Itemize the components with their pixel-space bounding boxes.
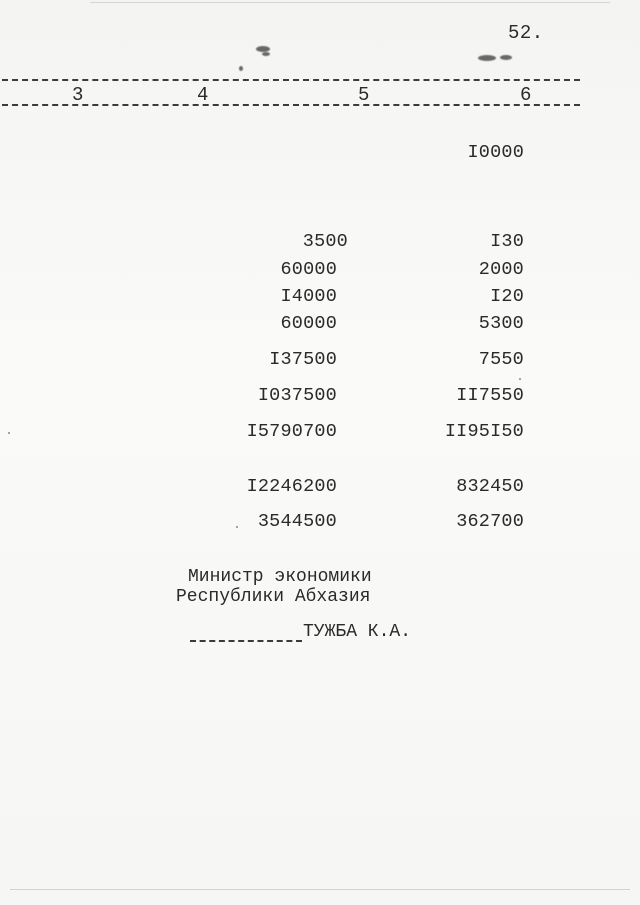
ink-smudge bbox=[256, 46, 270, 52]
table-cell-col6: I20 bbox=[490, 286, 524, 307]
table-cell-col6: 362700 bbox=[456, 511, 524, 532]
signatory-title: Министр экономики bbox=[188, 567, 372, 587]
table-cell-col6: 5300 bbox=[478, 313, 524, 334]
ink-smudge bbox=[478, 55, 496, 61]
table-cell-col5: 60000 bbox=[280, 313, 337, 334]
scan-speck bbox=[236, 526, 238, 528]
table-cell-col5: I4000 bbox=[280, 286, 337, 307]
column-header-6: 6 bbox=[520, 84, 532, 106]
scan-speck bbox=[519, 378, 521, 380]
signatory-name: ТУЖБА К.А. bbox=[303, 622, 412, 642]
table-cell-col5: I037500 bbox=[257, 385, 337, 406]
table-cell-col5: I37500 bbox=[269, 349, 337, 370]
column-header-3: 3 bbox=[72, 84, 84, 106]
table-cell-col6: 2000 bbox=[478, 259, 524, 280]
ink-smudge bbox=[239, 66, 243, 71]
signature-line bbox=[190, 640, 302, 642]
table-header-bottom-rule bbox=[2, 104, 580, 106]
ink-smudge bbox=[262, 52, 270, 56]
table-cell-col5: 3544500 bbox=[257, 511, 337, 532]
table-cell-col5: I5790700 bbox=[246, 421, 337, 442]
table-cell-col5: 60000 bbox=[280, 259, 337, 280]
page-top-edge bbox=[90, 2, 610, 9]
table-cell-col5: I2246200 bbox=[246, 476, 337, 497]
column-header-5: 5 bbox=[358, 84, 370, 106]
table-cell-col6: II7550 bbox=[456, 385, 524, 406]
column-header-4: 4 bbox=[197, 84, 209, 106]
table-header-top-rule bbox=[2, 79, 580, 81]
table-cell-col6: I0000 bbox=[467, 142, 524, 163]
page-bottom-edge bbox=[10, 889, 630, 890]
ink-smudge bbox=[500, 55, 512, 60]
table-cell-col6: 7550 bbox=[478, 349, 524, 370]
signatory-organization: Республики Абхазия bbox=[176, 587, 371, 607]
table-cell-col6: II95I50 bbox=[444, 421, 524, 442]
table-cell-col6: 832450 bbox=[456, 476, 524, 497]
page-number: 52. bbox=[508, 22, 544, 44]
table-cell-col5: 3500 bbox=[302, 231, 348, 252]
scan-speck bbox=[8, 432, 10, 434]
table-cell-col6: I30 bbox=[490, 231, 524, 252]
